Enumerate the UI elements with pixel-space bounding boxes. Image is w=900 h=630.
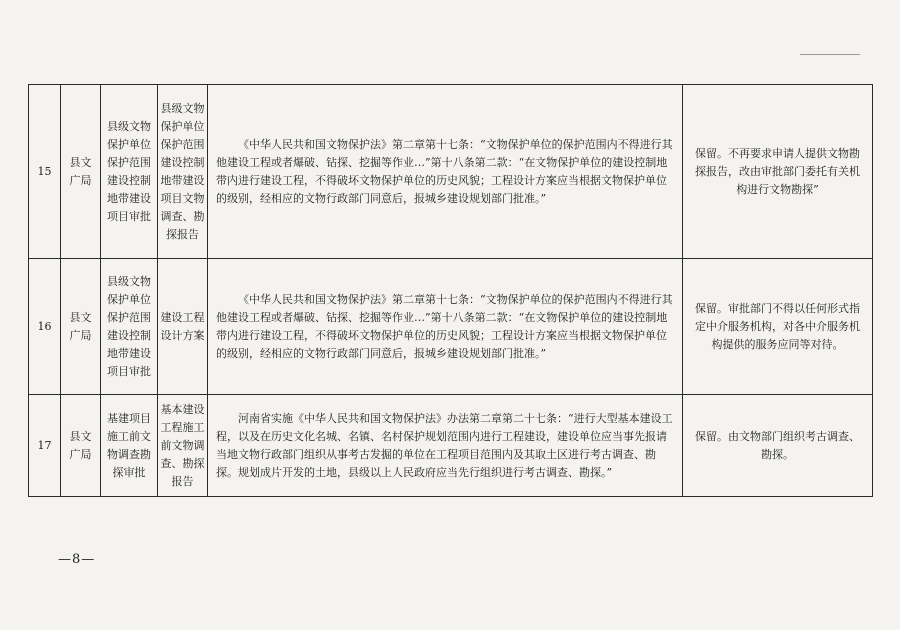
handling-opinion: 保留。不再要求申请人提供文物勘探报告，改由审批部门委托有关机构进行文物勘探” <box>683 85 873 259</box>
page-number: —8— <box>58 552 96 567</box>
row-number: 15 <box>29 85 61 259</box>
handling-opinion: 保留。审批部门不得以任何形式指定中介服务机构，对各中介服务机构提供的服务应同等对待。 <box>683 259 873 395</box>
department: 县文广局 <box>69 429 92 461</box>
approval-item: 县级文物保护单位保护范围建设控制地带建设项目审批 <box>107 274 151 378</box>
legal-basis: 河南省实施《中华人民共和国文物保护法》办法第二章第二十七条：“进行大型基本建设工程，以及在历史文化名城、名镇、名村保护规划范围内进行工程建设，建设单位应当事先报请当地文物行政部门组织从事考古发掘的单位在工程项目范围内及其取土区进行考古调查、勘探。规划成片开发的土地，县级以上人民政府应当先行组织进行考古调查、勘探。” <box>216 411 673 479</box>
handling-opinion: 保留。由文物部门组织考古调查、勘探。 <box>683 395 873 497</box>
table-row <box>29 395 873 497</box>
document-table <box>28 84 873 497</box>
row-number: 16 <box>29 259 61 395</box>
department: 县文广局 <box>69 155 92 187</box>
department: 县文广局 <box>69 310 92 342</box>
legal-basis: 《中华人民共和国文物保护法》第二章第十七条：“文物保护单位的保护范围内不得进行其他建设工程或者爆破、钻探、挖掘等作业…”第十八条第二款：“在文物保护单位的建设控制地带内进行建设工程，不得破坏文物保护单位的历史风貌；工程设计方案应当根据文物保护单位的级别，经相应的文物行政部门同意后，报城乡建设规划部门批准。” <box>216 292 673 360</box>
approval-item: 县级文物保护单位保护范围建设控制地带建设项目审批 <box>107 119 151 223</box>
required-material: 建设工程设计方案 <box>160 310 205 342</box>
page-header-rule <box>800 54 860 55</box>
row-number: 17 <box>29 395 61 497</box>
approval-item: 基建项目施工前文物调查勘探审批 <box>107 411 151 479</box>
required-material: 县级文物保护单位保护范围建设控制地带建设项目文物调查、勘探报告 <box>160 101 205 241</box>
table-row <box>29 259 873 395</box>
table-row <box>29 85 873 259</box>
required-material: 基本建设工程施工前文物调查、勘探报告 <box>160 402 205 488</box>
legal-basis: 《中华人民共和国文物保护法》第二章第十七条：“文物保护单位的保护范围内不得进行其他建设工程或者爆破、钻探、挖掘等作业…”第十八条第二款：“在文物保护单位的建设控制地带内进行建设工程，不得破坏文物保护单位的历史风貌；工程设计方案应当根据文物保护单位的级别，经相应的文物行政部门同意后，报城乡建设规划部门批准。” <box>216 137 673 205</box>
